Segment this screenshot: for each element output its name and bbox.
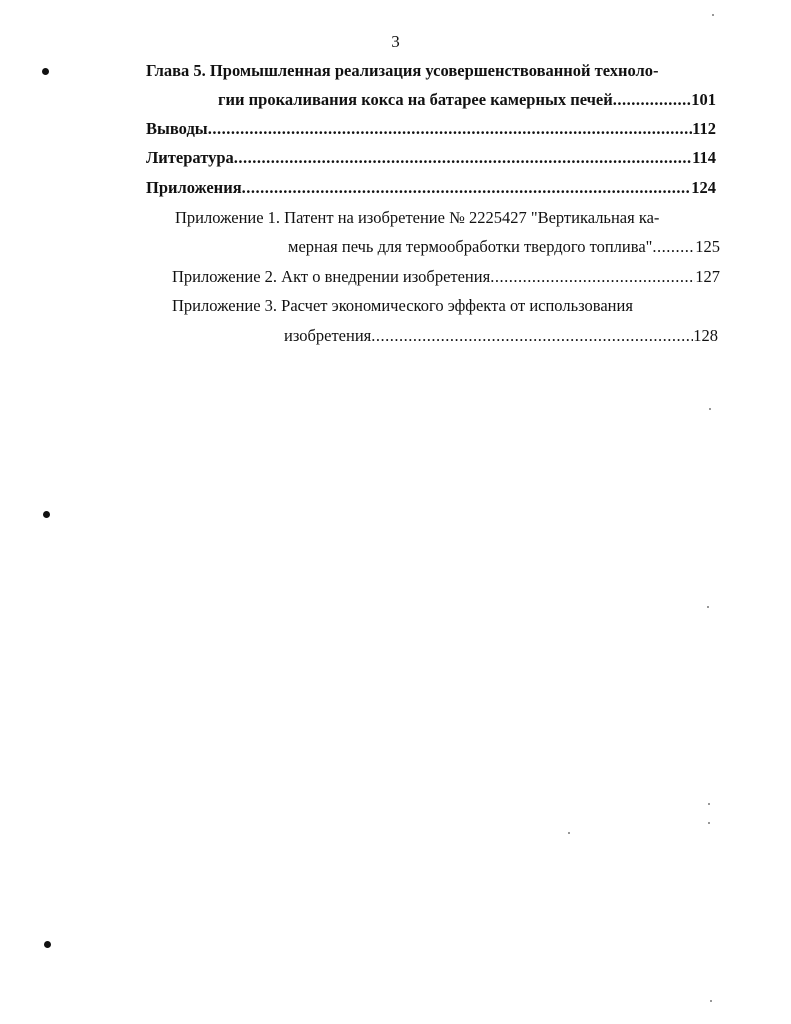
toc-entry-text: Литература xyxy=(146,148,234,167)
toc-page-number: 114 xyxy=(692,148,716,167)
toc-entry-appendices[interactable] xyxy=(146,177,716,199)
toc-entry-chapter-5-line-2[interactable] xyxy=(218,89,716,111)
toc-entry-text: изобретения xyxy=(284,326,372,345)
toc-entry-text: мерная печь для термообработки твердого топлива" xyxy=(288,237,653,256)
dot-leader xyxy=(490,266,695,288)
scan-speck xyxy=(42,68,49,75)
toc-entry-appendix-3-line-1[interactable] xyxy=(172,295,672,317)
toc-entry-text: Приложение 2. Акт о внедрении изобретения xyxy=(172,267,491,286)
scan-dust xyxy=(710,1000,712,1002)
scan-dust xyxy=(712,14,714,16)
scan-dust xyxy=(708,803,710,805)
dot-leader xyxy=(242,177,692,199)
toc-page-number: 125 xyxy=(695,237,720,256)
dot-leader xyxy=(234,147,692,169)
toc-entry-chapter-5-line-1[interactable] xyxy=(146,60,706,82)
toc-page-number: 124 xyxy=(691,178,716,197)
scan-dust xyxy=(707,606,709,608)
toc-entry-text: Приложение 3. Расчет экономического эффекта от использования xyxy=(172,296,633,315)
toc-entry-appendix-1-line-2[interactable] xyxy=(288,236,720,258)
dot-leader xyxy=(652,236,695,258)
scan-dust xyxy=(568,832,570,834)
toc-entry-text: Выводы xyxy=(146,119,208,138)
toc-entry-text: Приложения xyxy=(146,178,242,197)
scan-speck xyxy=(43,511,50,518)
page-number: 3 xyxy=(391,32,400,51)
toc-entry-appendix-3-line-2[interactable] xyxy=(284,325,718,347)
dot-leader xyxy=(613,89,691,111)
scan-dust xyxy=(708,822,710,824)
toc-entry-appendix-2[interactable] xyxy=(172,266,720,288)
toc-page-number: 128 xyxy=(693,326,718,345)
toc-entry-appendix-1-line-1[interactable] xyxy=(175,207,710,229)
toc-entry-text: Глава 5. Промышленная реализация усовершенствованной техноло- xyxy=(146,61,659,80)
toc-entry-text: Приложение 1. Патент на изобретение № 2225427 "Вертикальная ка- xyxy=(175,208,660,227)
toc-page-number: 127 xyxy=(695,267,720,286)
toc-entry-literature[interactable] xyxy=(146,147,716,169)
dot-leader xyxy=(371,325,693,347)
toc-page-number: 112 xyxy=(692,119,716,138)
scan-speck xyxy=(44,941,51,948)
scan-dust xyxy=(709,408,711,410)
toc-page-number: 101 xyxy=(691,90,716,109)
toc-entry-text: гии прокаливания кокса на батарее камерных печей xyxy=(218,90,613,109)
dot-leader xyxy=(208,118,692,140)
toc-entry-conclusions[interactable] xyxy=(146,118,716,140)
